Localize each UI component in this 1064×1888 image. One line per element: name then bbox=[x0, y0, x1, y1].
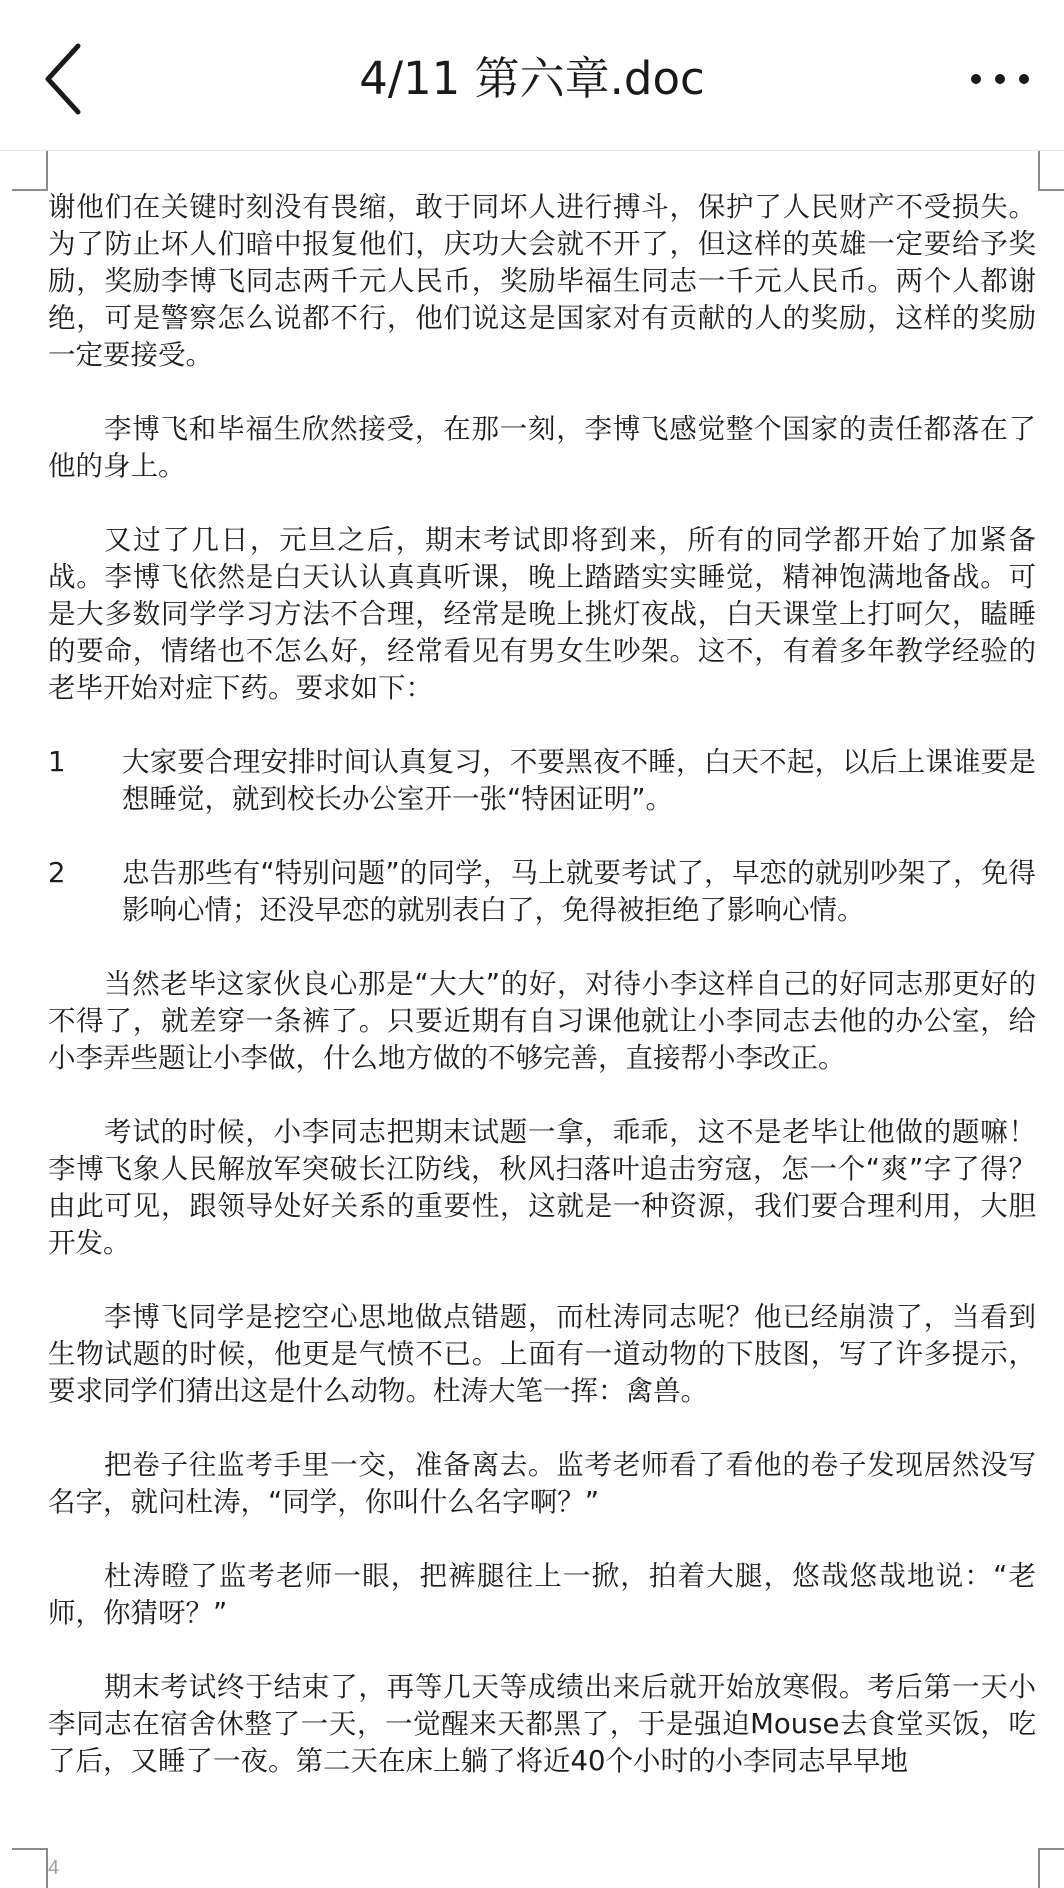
paragraph: 把卷子往监考手里一交，准备离去。监考老师看了看他的卷子发现居然没写名字，就问杜涛，“同学，你叫什么名字啊？” bbox=[48, 1449, 1036, 1518]
paragraph: 当然老毕这家伙良心那是“大大”的好，对待小李这样自己的好同志那更好的不得了，就差穿一条裤了。只要近期有自习课他就让小李同志去他的办公室，给小李弄些题让小李做，什么地方做的不够完善，直接帮小李改正。 bbox=[48, 968, 1036, 1074]
paragraph: 又过了几日，元旦之后，期末考试即将到来，所有的同学都开始了加紧备战。李博飞依然是白天认认真真听课，晚上踏踏实实睡觉，精神饱满地备战。可是大多数同学学习方法不合理，经常是晚上挑灯夜战，白天课堂上打呵欠，瞌睡的要命，情绪也不怎么好，经常看见有男女生吵架。这不，有着多年教学经验的老毕开始对症下药。要求如下： bbox=[48, 524, 1036, 704]
chevron-left-icon bbox=[38, 38, 98, 120]
numbered-list-item bbox=[48, 855, 1036, 929]
list-item-text: 忠告那些有“特别问题”的同学，马上就要考试了，早恋的就别吵架了，免得影响心情；还没早恋的就别表白了，免得被拒绝了影响心情。 bbox=[122, 857, 1036, 926]
more-horizontal-icon bbox=[962, 52, 1042, 108]
paragraph: 考试的时候，小李同志把期末试题一拿，乖乖，这不是老毕让他做的题嘛！李博飞象人民解放军突破长江防线，秋风扫落叶追击穷寇，怎一个“爽”字了得？由此可见，跟领导处好关系的重要性，这就是一种资源，我们要合理利用，大胆开发。 bbox=[48, 1116, 1036, 1259]
paragraph: 李博飞和毕福生欣然接受，在那一刻，李博飞感觉整个国家的责任都落在了他的身上。 bbox=[48, 413, 1036, 482]
document-page[interactable] bbox=[0, 151, 1064, 1887]
document-title: 4/11 第六章.doc bbox=[359, 52, 705, 105]
document-body bbox=[48, 189, 1036, 1817]
back-button[interactable] bbox=[38, 38, 98, 120]
crop-mark-bottom-right bbox=[1038, 1848, 1064, 1888]
page-number: 4 bbox=[48, 1857, 60, 1879]
numbered-list-item bbox=[48, 744, 1036, 818]
list-item-text: 大家要合理安排时间认真复习，不要黑夜不睡，白天不起，以后上课谁要是想睡觉，就到校长办公室开一张“特困证明”。 bbox=[122, 746, 1036, 815]
more-options-button[interactable] bbox=[962, 52, 1042, 108]
crop-mark-bottom-left bbox=[12, 1848, 48, 1888]
paragraph: 谢他们在关键时刻没有畏缩，敢于同坏人进行搏斗，保护了人民财产不受损失。为了防止坏人们暗中报复他们，庆功大会就不开了，但这样的英雄一定要给予奖励，奖励李博飞同志两千元人民币，奖励毕福生同志一千元人民币。两个人都谢绝，可是警察怎么说都不行，他们说这是国家对有贡献的人的奖励，这样的奖励一定要接受。 bbox=[48, 191, 1036, 371]
list-item-number: 1 bbox=[48, 746, 66, 778]
top-navigation-bar bbox=[0, 0, 1064, 151]
paragraph: 期末考试终于结束了，再等几天等成绩出来后就开始放寒假。考后第一天小李同志在宿舍休整了一天，一觉醒来天都黑了，于是强迫Mouse去食堂买饭，吃了后，又睡了一夜。第二天在床上躺了将近40个小时的小李同志早早地 bbox=[48, 1671, 1036, 1777]
crop-mark-top-left bbox=[12, 151, 48, 191]
list-item-number: 2 bbox=[48, 857, 66, 889]
paragraph: 杜涛瞪了监考老师一眼，把裤腿往上一掀，拍着大腿，悠哉悠哉地说：“老师，你猜呀？” bbox=[48, 1560, 1036, 1629]
crop-mark-top-right bbox=[1038, 151, 1064, 191]
paragraph: 李博飞同学是挖空心思地做点错题，而杜涛同志呢？他已经崩溃了，当看到生物试题的时候，他更是气愤不已。上面有一道动物的下肢图，写了许多提示，要求同学们猜出这是什么动物。杜涛大笔一挥：禽兽。 bbox=[48, 1301, 1036, 1407]
